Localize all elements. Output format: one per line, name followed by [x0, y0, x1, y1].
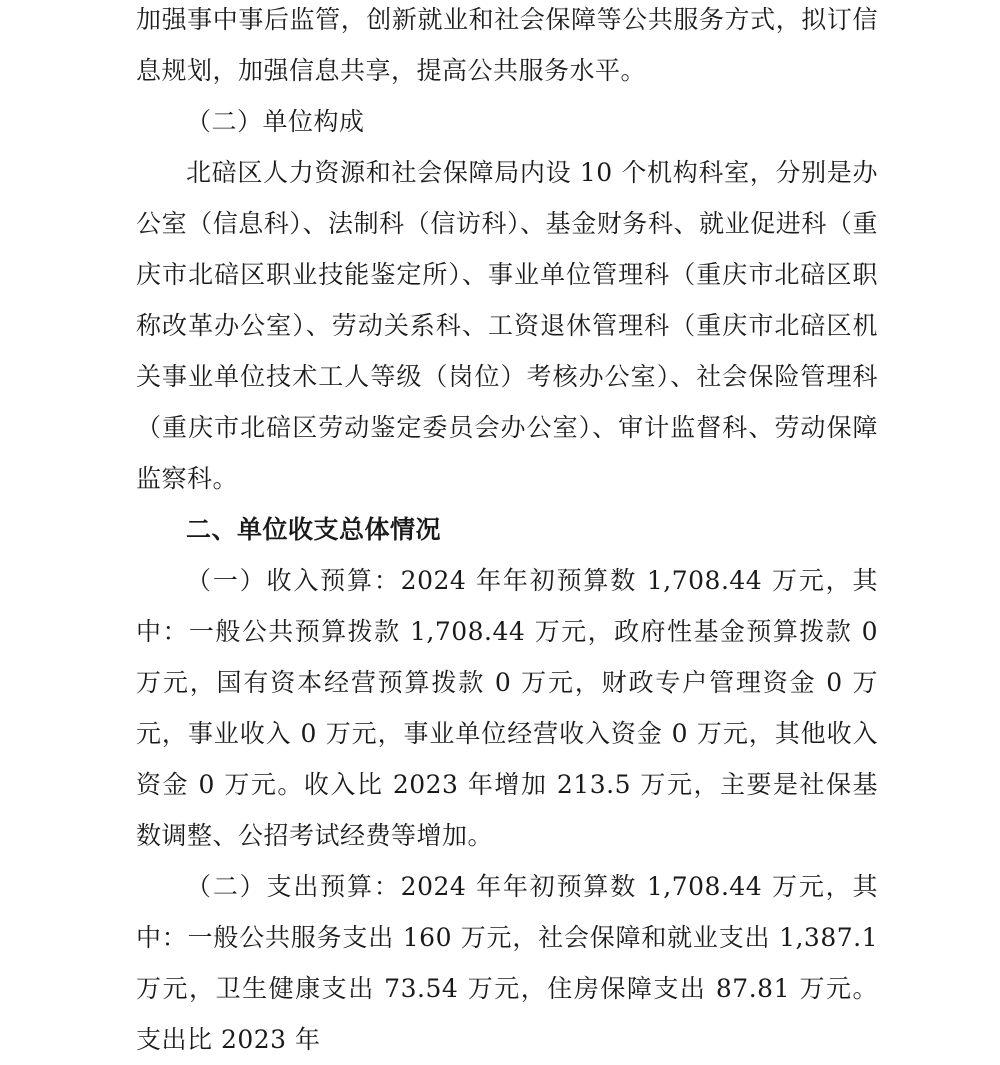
paragraph-expenditure-budget: （二）支出预算：2024 年年初预算数 1,708.44 万元，其中：一般公共服务支出 160 万元，社会保障和就业支出 1,387.1 万元，卫生健康支出 73.54 万元，住房保障支出 87.81 万元。支出比 2023 年	[136, 872, 878, 1054]
subheading-unit-composition: （二）单位构成	[186, 107, 365, 136]
paragraph-income-budget: （一）收入预算：2024 年年初预算数 1,708.44 万元，其中：一般公共预算拨款 1,708.44 万元，政府性基金预算拨款 0 万元，国有资本经营预算拨款 0 万元，财政专户管理资金 0 万元，事业收入 0 万元，事业单位经营收入资金 0 万元，其他收入资金 0 万元。收入比 2023 年增加 213.5 万元，主要是社保基数调整、公招考试经费等增加。	[136, 566, 878, 850]
document-body	[136, 0, 878, 1065]
paragraph-intro-continuation: 加强事中事后监管，创新就业和社会保障等公共服务方式，拟订信息规划，加强信息共享，提高公共服务水平。	[136, 5, 878, 85]
paragraph-unit-composition: 北碚区人力资源和社会保障局内设 10 个机构科室，分别是办公室（信息科）、法制科（信访科）、基金财务科、就业促进科（重庆市北碚区职业技能鉴定所）、事业单位管理科（重庆市北碚区职称改革办公室）、劳动关系科、工资退休管理科（重庆市北碚区机关事业单位技术工人等级（岗位）考核办公室）、社会保险管理科（重庆市北碚区劳动鉴定委员会办公室）、审计监督科、劳动保障监察科。	[136, 158, 878, 493]
heading-revenue-expenditure-overview: 二、单位收支总体情况	[186, 515, 442, 544]
